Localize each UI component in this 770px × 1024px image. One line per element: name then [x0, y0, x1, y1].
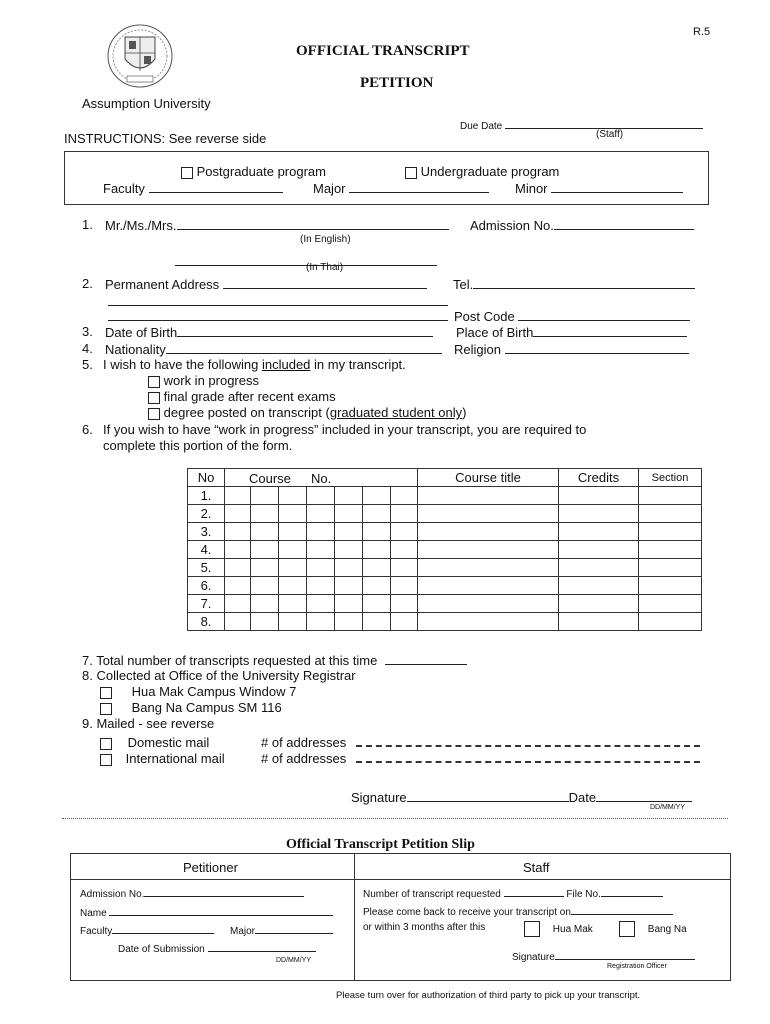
undergrad-label: Undergraduate program [420, 164, 560, 179]
course-number-cell[interactable] [251, 595, 279, 613]
course-title-cell[interactable] [418, 523, 559, 541]
international-mail-checkbox[interactable] [100, 754, 112, 766]
course-number-cell[interactable] [363, 523, 391, 541]
field-number-5: 5. [82, 357, 93, 372]
admission-label: Admission No. [470, 218, 554, 233]
slip-hua-mak-label: Hua Mak [552, 923, 593, 935]
course-number-cell[interactable] [279, 487, 307, 505]
signature-field[interactable] [351, 789, 692, 805]
course-title-cell[interactable] [418, 505, 559, 523]
course-number-cell[interactable] [391, 559, 418, 577]
dob-label: Date of Birth [105, 325, 178, 340]
col-title: Course title [418, 469, 559, 487]
course-number-cell[interactable] [363, 505, 391, 523]
tel-field[interactable] [453, 276, 695, 292]
cut-line [62, 818, 728, 819]
course-number-cell[interactable] [363, 577, 391, 595]
slip-major-field[interactable] [230, 924, 333, 937]
slip-registration-officer: Registration Officer [607, 963, 667, 970]
course-number-cell[interactable] [307, 595, 335, 613]
course-title-cell[interactable] [418, 595, 559, 613]
postgrad-checkbox[interactable] [181, 167, 193, 179]
total-transcripts-label: 7. Total number of transcripts requested at this time [82, 653, 378, 668]
slip-title: Official Transcript Petition Slip [286, 837, 475, 852]
table-row [188, 523, 702, 541]
course-number-cell[interactable] [391, 505, 418, 523]
wip-instruction-line1: If you wish to have “work in progress” included in your transcript, you are required to [103, 422, 587, 437]
minor-field[interactable] [515, 180, 683, 196]
row-number: 7. [188, 595, 225, 613]
signature-date-format: DD/MM/YY [650, 804, 685, 811]
credits-cell[interactable] [559, 505, 639, 523]
postcode-field[interactable] [454, 308, 690, 324]
signature-label: Signature [351, 790, 407, 805]
field-number-6: 6. [82, 422, 93, 437]
slip-major-label: Major [230, 926, 256, 937]
section-cell[interactable] [639, 505, 702, 523]
credits-cell[interactable] [559, 595, 639, 613]
course-number-cell[interactable] [363, 595, 391, 613]
undergrad-checkbox[interactable] [405, 167, 417, 179]
slip-divider [354, 853, 355, 980]
course-number-cell[interactable] [279, 595, 307, 613]
slip-within-label: or within 3 months after this [363, 922, 486, 933]
course-number-cell[interactable] [225, 541, 251, 559]
slip-submission-field[interactable] [118, 942, 316, 955]
domestic-addresses-label: # of addresses [261, 735, 347, 750]
row-number: 3. [188, 523, 225, 541]
instructions-label: INSTRUCTIONS: [64, 131, 166, 146]
row-number: 8. [188, 613, 225, 631]
course-number-cell[interactable] [279, 577, 307, 595]
international-addresses-label: # of addresses [261, 751, 347, 766]
course-number-cell[interactable] [363, 487, 391, 505]
slip-file-no-label: File No. [566, 889, 601, 900]
course-title-cell[interactable] [418, 541, 559, 559]
course-number-cell[interactable] [251, 523, 279, 541]
international-addresses-field[interactable] [261, 751, 700, 766]
major-label: Major [313, 181, 346, 196]
slip-submission-label: Date of Submission [118, 944, 205, 955]
slip-bang-na-label: Bang Na [647, 923, 687, 935]
course-number-cell[interactable] [225, 613, 251, 631]
course-number-cell[interactable] [335, 541, 363, 559]
wip-instruction-line2: complete this portion of the form. [103, 438, 293, 453]
slip-signature-field[interactable] [512, 950, 695, 963]
section-cell[interactable] [639, 595, 702, 613]
row-number: 5. [188, 559, 225, 577]
degree-label: degree posted on transcript (graduated student only) [163, 405, 467, 420]
wip-label: work in progress [163, 373, 259, 388]
slip-come-back-field[interactable] [363, 905, 673, 918]
slip-bang-na-checkbox[interactable] [619, 921, 635, 937]
faculty-label: Faculty [103, 181, 145, 196]
postcode-label: Post Code [454, 309, 515, 324]
course-number-cell[interactable] [391, 523, 418, 541]
section-cell[interactable] [639, 487, 702, 505]
slip-faculty-label: Faculty [80, 926, 113, 937]
in-english-note: (In English) [300, 234, 351, 245]
course-number-cell[interactable] [251, 541, 279, 559]
course-number-cell[interactable] [225, 505, 251, 523]
due-date-label: Due Date [460, 121, 503, 132]
table-row [188, 487, 702, 505]
slip-faculty-field[interactable] [80, 924, 214, 937]
slip-name-label: Name [80, 908, 107, 919]
field-number-3: 3. [82, 324, 93, 339]
nationality-field[interactable] [105, 341, 442, 357]
include-instruction: I wish to have the following included in my transcript. [103, 357, 406, 372]
course-number-cell[interactable] [279, 505, 307, 523]
credits-cell[interactable] [559, 559, 639, 577]
course-number-cell[interactable] [391, 541, 418, 559]
section-cell[interactable] [639, 541, 702, 559]
slip-signature-label: Signature [512, 952, 555, 963]
pob-label: Place of Birth [456, 325, 534, 340]
international-mail-label: International mail [125, 751, 225, 766]
credits-cell[interactable] [559, 613, 639, 631]
course-number-cell[interactable] [391, 577, 418, 595]
staff-label: (Staff) [596, 129, 624, 140]
domestic-mail-label: Domestic mail [127, 735, 210, 750]
due-date-field[interactable] [460, 116, 703, 132]
row-number: 4. [188, 541, 225, 559]
course-number-cell[interactable] [335, 523, 363, 541]
table-row [188, 613, 702, 631]
field-number-2: 2. [82, 276, 93, 291]
course-number-cell[interactable] [335, 613, 363, 631]
final-grade-checkbox[interactable] [148, 392, 160, 404]
name-label: Mr./Ms./Mrs. [105, 218, 177, 233]
course-number-cell[interactable] [335, 577, 363, 595]
row-number: 1. [188, 487, 225, 505]
course-table-header [188, 469, 702, 487]
minor-label: Minor [515, 181, 548, 196]
dob-field[interactable] [105, 324, 433, 340]
domestic-mail-checkbox[interactable] [100, 738, 112, 750]
course-title-cell[interactable] [418, 613, 559, 631]
table-row [188, 541, 702, 559]
address-label: Permanent Address [105, 277, 220, 292]
course-number-cell[interactable] [307, 505, 335, 523]
address-line-3[interactable] [108, 308, 448, 324]
course-number-cell[interactable] [391, 595, 418, 613]
section-cell[interactable] [639, 559, 702, 577]
course-number-cell[interactable] [363, 559, 391, 577]
hua-mak-label: Hua Mak Campus Window 7 [131, 684, 297, 699]
course-number-cell[interactable] [307, 577, 335, 595]
credits-cell[interactable] [559, 523, 639, 541]
course-number-cell[interactable] [307, 613, 335, 631]
instructions [64, 131, 266, 146]
col-course-number: Course No. [225, 469, 418, 487]
course-number-cell[interactable] [225, 595, 251, 613]
postgrad-label: Postgraduate program [196, 164, 326, 179]
hua-mak-checkbox[interactable] [100, 687, 112, 699]
domestic-mail-option[interactable] [100, 735, 209, 750]
course-number-cell[interactable] [335, 487, 363, 505]
course-number-cell[interactable] [363, 541, 391, 559]
wip-checkbox[interactable] [148, 376, 160, 388]
slip-admission-label: Admission No. [80, 889, 145, 900]
course-number-cell[interactable] [251, 505, 279, 523]
slip-staff-header: Staff [523, 860, 550, 875]
col-credits: Credits [559, 469, 639, 487]
university-name: Assumption University [82, 96, 211, 111]
collected-label: 8. Collected at Office of the University Registrar [82, 668, 356, 683]
domestic-addresses-field[interactable] [261, 735, 700, 750]
address-line-2[interactable] [108, 293, 448, 309]
wip-option[interactable] [148, 373, 259, 388]
section-cell[interactable] [639, 523, 702, 541]
section-cell[interactable] [639, 577, 702, 595]
course-title-cell[interactable] [418, 487, 559, 505]
course-number-cell[interactable] [251, 487, 279, 505]
final-grade-option[interactable] [148, 389, 336, 404]
course-number-cell[interactable] [307, 541, 335, 559]
course-number-cell[interactable] [335, 595, 363, 613]
course-number-cell[interactable] [307, 559, 335, 577]
course-table [187, 468, 702, 631]
course-number-cell[interactable] [335, 505, 363, 523]
total-transcripts-field[interactable] [82, 652, 467, 668]
international-mail-option[interactable] [100, 751, 225, 766]
table-row [188, 505, 702, 523]
date-label: Date [568, 790, 597, 805]
postgrad-option[interactable] [181, 164, 326, 179]
pob-field[interactable] [456, 324, 687, 340]
slip-number-requested-field[interactable] [363, 887, 663, 900]
course-number-cell[interactable] [279, 523, 307, 541]
tel-label: Tel. [453, 277, 474, 292]
col-section: Section [639, 469, 702, 487]
slip-admission-field[interactable] [80, 887, 304, 900]
course-number-cell[interactable] [391, 613, 418, 631]
mailed-label: 9. Mailed - see reverse [82, 716, 215, 731]
course-number-cell[interactable] [391, 487, 418, 505]
bang-na-option[interactable] [100, 700, 282, 715]
field-number-1: 1. [82, 217, 93, 232]
religion-field[interactable] [454, 341, 689, 357]
credits-cell[interactable] [559, 577, 639, 595]
course-number-cell[interactable] [335, 559, 363, 577]
faculty-field[interactable] [103, 180, 283, 196]
address-field[interactable] [105, 276, 427, 292]
course-number-cell[interactable] [307, 523, 335, 541]
page-subtitle: PETITION [360, 75, 434, 91]
credits-cell[interactable] [559, 541, 639, 559]
course-number-cell[interactable] [225, 559, 251, 577]
slip-number-requested-label: Number of transcript requested [363, 889, 501, 900]
course-title-cell[interactable] [418, 577, 559, 595]
instructions-text: See reverse side [168, 131, 267, 146]
table-row [188, 559, 702, 577]
course-number-cell[interactable] [307, 487, 335, 505]
footer-note: Please turn over for authorization of third party to pick up your transcript. [336, 990, 641, 1001]
section-cell[interactable] [639, 613, 702, 631]
slip-header-line [70, 879, 730, 880]
slip-bang-na-option[interactable] [619, 921, 687, 937]
course-number-cell[interactable] [225, 487, 251, 505]
university-seal-icon [105, 23, 175, 89]
course-number-cell[interactable] [225, 577, 251, 595]
course-number-cell[interactable] [279, 541, 307, 559]
religion-label: Religion [454, 342, 501, 357]
page-title: OFFICIAL TRANSCRIPT [296, 43, 470, 59]
slip-submission-format: DD/MM/YY [276, 957, 311, 964]
table-row [188, 577, 702, 595]
final-grade-label: final grade after recent exams [163, 389, 336, 404]
program-box [64, 151, 709, 205]
slip-hua-mak-checkbox[interactable] [524, 921, 540, 937]
form-code: R.5 [693, 26, 711, 38]
name-field[interactable] [105, 217, 449, 233]
course-number-cell[interactable] [251, 577, 279, 595]
major-field[interactable] [313, 180, 489, 196]
field-number-4: 4. [82, 341, 93, 356]
course-number-cell[interactable] [251, 613, 279, 631]
degree-option[interactable] [148, 405, 466, 420]
nationality-label: Nationality [105, 342, 166, 357]
bang-na-label: Bang Na Campus SM 116 [131, 700, 282, 715]
degree-checkbox[interactable] [148, 408, 160, 420]
slip-come-back-label: Please come back to receive your transcript on [363, 907, 571, 918]
course-number-cell[interactable] [225, 523, 251, 541]
slip-hua-mak-option[interactable] [524, 921, 593, 937]
course-number-cell[interactable] [279, 559, 307, 577]
slip-petitioner-header: Petitioner [183, 860, 238, 875]
row-number: 2. [188, 505, 225, 523]
table-row [188, 595, 702, 613]
in-thai-note: (In Thai) [306, 262, 344, 273]
bang-na-checkbox[interactable] [100, 703, 112, 715]
course-number-cell[interactable] [251, 559, 279, 577]
credits-cell[interactable] [559, 487, 639, 505]
undergrad-option[interactable] [405, 164, 559, 179]
course-number-cell[interactable] [363, 613, 391, 631]
course-title-cell[interactable] [418, 559, 559, 577]
admission-field[interactable] [470, 217, 694, 233]
row-number: 6. [188, 577, 225, 595]
hua-mak-option[interactable] [100, 684, 296, 699]
slip-name-field[interactable] [80, 906, 333, 919]
course-number-cell[interactable] [279, 613, 307, 631]
col-no: No [188, 469, 225, 487]
